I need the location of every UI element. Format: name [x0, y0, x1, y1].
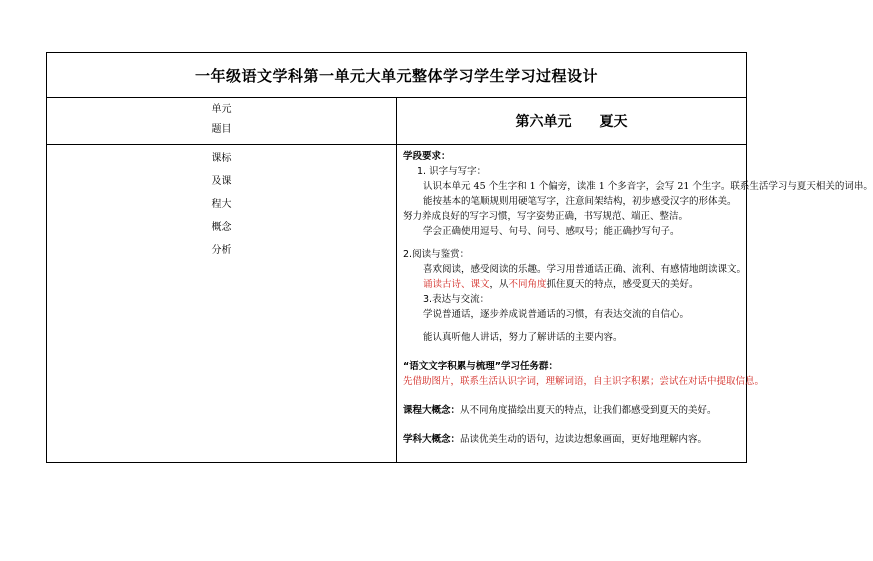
literacy-line: 努力养成良好的写字习惯，写字姿势正确，书写规范、端正、整洁。	[403, 211, 689, 222]
expression-line: 能认真听他人讲话，努力了解讲话的主要内容。	[423, 332, 623, 343]
document-title: 一年级语文学科第一单元大单元整体学习学生学习过程设计	[47, 53, 747, 98]
unit-title: 夏天	[599, 114, 628, 130]
unit-number: 第六单元	[515, 114, 572, 130]
emphasis-text: 不同角度	[508, 279, 547, 290]
reading-title: 2.阅读与鉴赏：	[403, 249, 470, 260]
unit-label-line-1: 单元	[211, 104, 232, 115]
analysis-label-line: 程大	[211, 199, 232, 210]
course-concept-text: 从不同角度描绘出夏天的特点，让我们都感受到夏天的美好。	[460, 405, 717, 416]
reading-line-emphasis	[403, 277, 740, 292]
analysis-label-line: 概念	[211, 222, 232, 233]
literacy-title: 1. 识字与写字：	[417, 166, 487, 177]
unit-title-label	[47, 98, 397, 145]
expression-title: 3.表达与交流：	[423, 294, 490, 305]
analysis-label-line: 及课	[211, 176, 232, 187]
plain-text: 抓住夏天的特点，感受夏天的美好。	[546, 279, 699, 290]
course-concept	[403, 403, 740, 418]
reading-line: 喜欢阅读，感受阅读的乐趣。学习用普通话正确、流利、有感情地朗读课文。	[423, 264, 747, 275]
literacy-line: 认识本单元 45 个生字和 1 个偏旁，读准 1 个多音字，会写 21 个生字。联系生活学习与夏天相关的词串。	[423, 181, 873, 192]
expression-line: 学说普通话，逐步养成说普通话的习惯，有表达交流的自信心。	[423, 309, 690, 320]
unit-name-cell	[397, 98, 747, 145]
unit-label-line-2: 题目	[211, 124, 232, 135]
literacy-line: 能按基本的笔顺规则用硬笔写字，注意间架结构，初步感受汉字的形体美。	[423, 196, 737, 207]
subject-concept-text: 品读优美生动的语句，边读边想象画面，更好地理解内容。	[460, 434, 708, 445]
unit-row	[47, 98, 747, 145]
literacy-line: 学会正确使用逗号、句号、问号、感叹号；能正确抄写句子。	[423, 226, 680, 237]
analysis-label-line: 课标	[211, 153, 232, 164]
plain-text: ，从	[489, 279, 509, 290]
emphasis-text: 诵读古诗、课文	[423, 279, 490, 290]
subject-concept	[403, 432, 740, 447]
analysis-row	[47, 145, 747, 463]
analysis-label	[47, 145, 397, 463]
analysis-label-line: 分析	[211, 245, 232, 256]
title-row	[47, 53, 747, 98]
lesson-design-table	[46, 52, 873, 463]
task-group-title: “语文文字积累与梳理”学习任务群：	[403, 361, 558, 372]
section-heading: 学段要求：	[403, 151, 451, 162]
analysis-content	[397, 145, 873, 463]
subject-concept-label: 学科大概念：	[403, 434, 461, 445]
course-concept-label: 课程大概念：	[403, 405, 461, 416]
task-group-body: 先借助图片，联系生活认识字词，理解词语，自主识字积累；尝试在对话中提取信息。	[403, 376, 765, 387]
